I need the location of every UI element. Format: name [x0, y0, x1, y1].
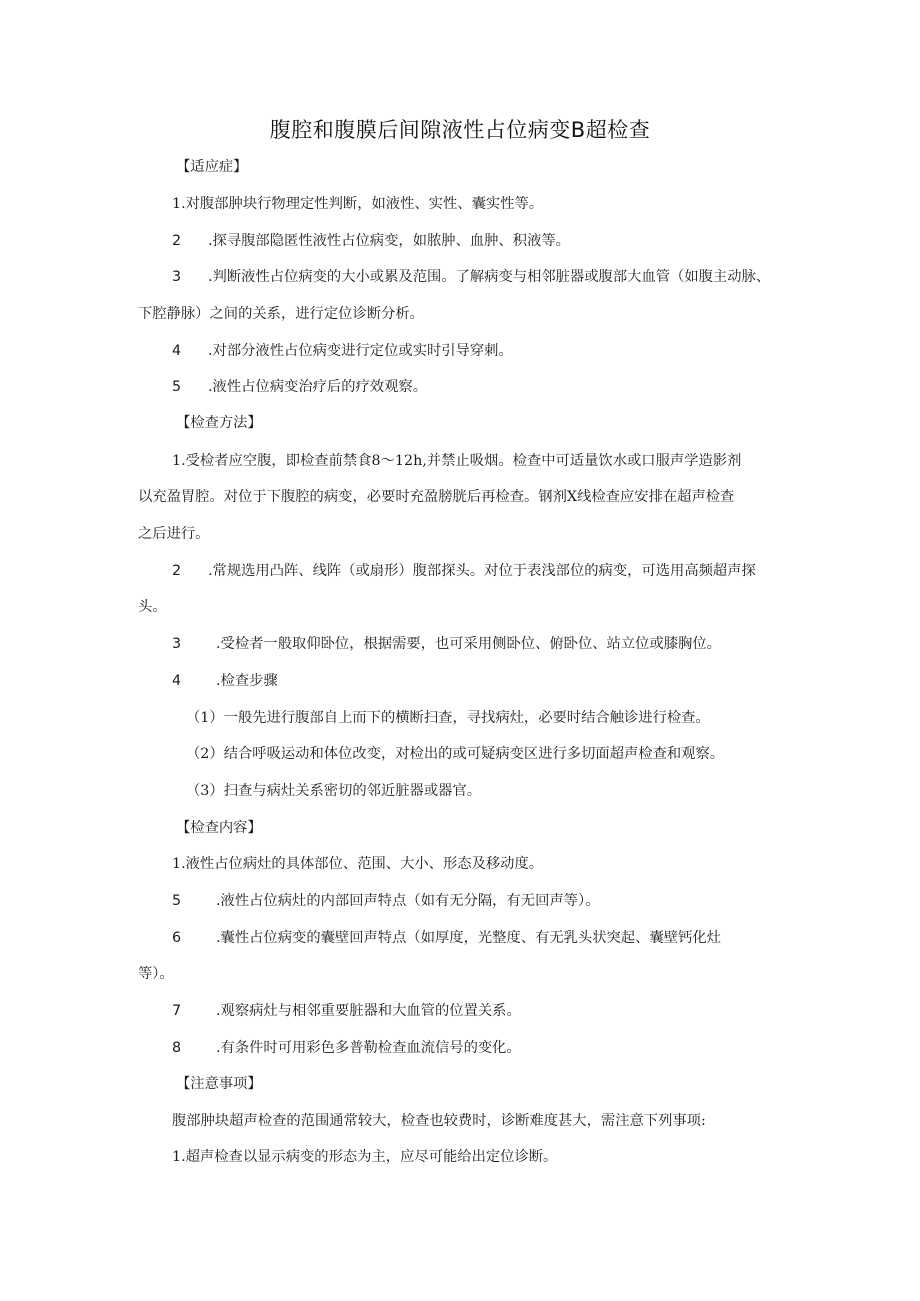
- paragraph-line: [172, 634, 721, 654]
- paragraph-line: [172, 267, 770, 287]
- item-number: 2: [172, 563, 182, 579]
- paragraph-line: 以充盈胃腔。对位于下腹腔的病变，必要时充盈膀胱后再检查。钢剂X线检查应安排在超声检查: [138, 489, 735, 505]
- item-number: 6: [172, 930, 182, 946]
- paragraph-line: 头。: [138, 599, 167, 615]
- item-number: 5: [172, 893, 182, 909]
- paragraph-line: 1.受检者应空腹，即检查前禁食8～12h,并禁止吸烟。检查中可适量饮水或口服声学造影剂: [172, 453, 742, 469]
- paragraph-line: [172, 891, 599, 911]
- item-text: .观察病灶与相邻重要脏器和大血管的位置关系。: [216, 1003, 521, 1019]
- document-title: 腹腔和腹膜后间隙液性占位病变B超检查: [269, 118, 651, 142]
- paragraph-line: [172, 1038, 521, 1058]
- item-text: .常规选用凸阵、线阵（或扇形）腹部探头。对位于表浅部位的病变，可选用高频超声探: [208, 563, 756, 579]
- paragraph-line: （1）一般先进行腹部自上而下的横断扫查，寻找病灶，必要时结合触诊进行检查。: [186, 710, 710, 726]
- section-heading-notes: 【注意事项】: [176, 1076, 262, 1092]
- paragraph-line: 下腔静脉）之间的关系，进行定位诊断分析。: [138, 306, 424, 322]
- paragraph-line: 腹部肿块超声检查的范围通常较大，检查也较费时，诊断难度甚大，需注意下列事项:: [172, 1113, 706, 1129]
- section-heading-indications: 【适应症】: [176, 159, 248, 175]
- paragraph-line: [172, 561, 756, 581]
- item-text: .探寻腹部隐匿性液性占位病变，如脓肿、血肿、积液等。: [208, 233, 570, 249]
- section-heading-methods: 【检查方法】: [176, 415, 262, 431]
- section-heading-contents: 【检查内容】: [176, 820, 262, 836]
- item-number: 4: [172, 343, 182, 359]
- item-number: 3: [172, 269, 182, 285]
- item-text: .受检者一般取仰卧位，根据需要，也可采用侧卧位、俯卧位、站立位或膝胸位。: [216, 636, 721, 652]
- item-number: 2: [172, 233, 182, 249]
- item-text: .液性占位病灶的内部回声特点（如有无分隔，有无回声等）。: [216, 893, 600, 909]
- item-text: .对部分液性占位病变进行定位或实时引导穿刺。: [208, 343, 513, 359]
- paragraph-line: 1.对腹部肿块行物理定性判断，如液性、实性、囊实性等。: [172, 196, 544, 212]
- paragraph-line: [172, 928, 721, 948]
- item-number: 8: [172, 1040, 182, 1056]
- item-number: 5: [172, 379, 182, 395]
- paragraph-line: （3）扫查与病灶关系密切的邻近脏器或器官。: [186, 783, 482, 799]
- paragraph-line: 之后进行。: [138, 526, 210, 542]
- item-text: .检查步骤: [216, 673, 278, 689]
- paragraph-line: 1.超声检查以显示病变的形态为主，应尽可能给出定位诊断。: [172, 1149, 558, 1165]
- paragraph-line: [172, 341, 513, 361]
- paragraph-line: 等）。: [138, 966, 174, 982]
- item-text: .有条件时可用彩色多普勒检查血流信号的变化。: [216, 1040, 521, 1056]
- item-text: .囊性占位病变的囊壁回声特点（如厚度，光整度、有无乳头状突起、囊壁钙化灶: [216, 930, 721, 946]
- paragraph-line: [172, 671, 278, 691]
- paragraph-line: [172, 377, 427, 397]
- paragraph-line: [172, 231, 570, 251]
- paragraph-line: [172, 1001, 521, 1021]
- item-number: 4: [172, 673, 182, 689]
- paragraph-line: 1.液性占位病灶的具体部位、范围、大小、形态及移动度。: [172, 856, 544, 872]
- item-number: 7: [172, 1003, 182, 1019]
- item-number: 3: [172, 636, 182, 652]
- item-text: .液性占位病变治疗后的疗效观察。: [208, 379, 427, 395]
- paragraph-line: （2）结合呼吸运动和体位改变，对检出的或可疑病变区进行多切面超声检查和观察。: [186, 746, 725, 762]
- item-text: .判断液性占位病变的大小或累及范围。了解病变与相邻脏器或腹部大血管（如腹主动脉、: [208, 269, 771, 285]
